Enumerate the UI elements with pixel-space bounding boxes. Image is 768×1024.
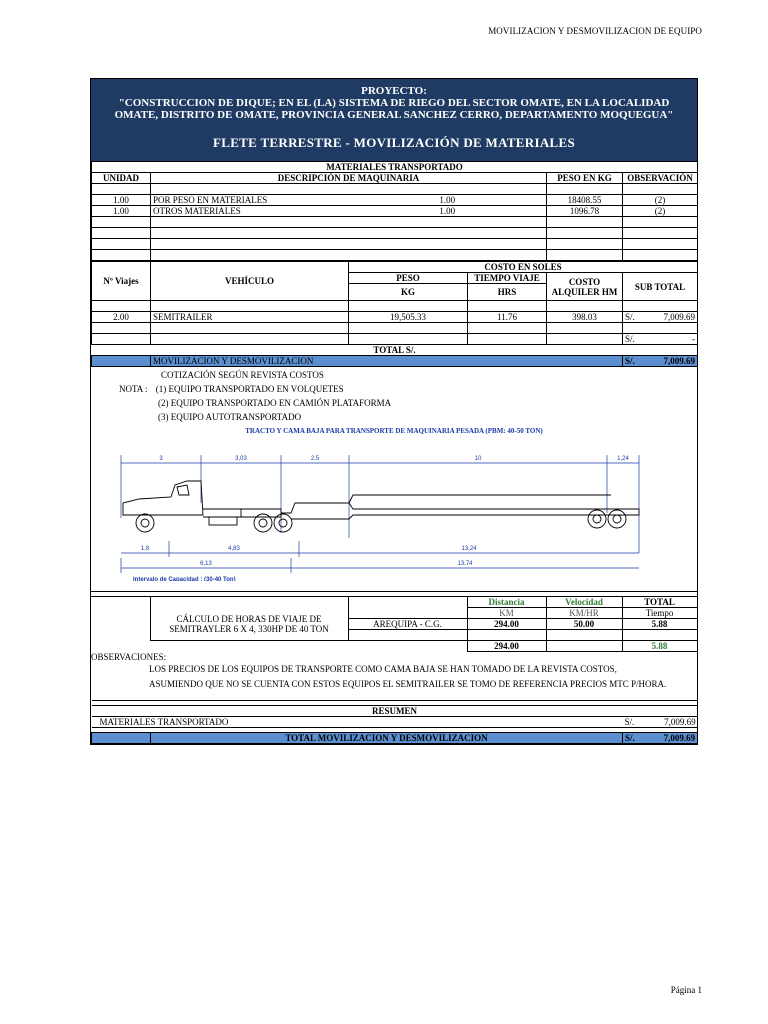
header-descripcion: DESCRIPCIÓN DE MAQUINARIA: [151, 173, 547, 184]
page-footer: Página 1: [670, 985, 702, 995]
sum-distancia: 294.00: [467, 641, 546, 652]
dim-top-5: 1,24: [617, 456, 629, 462]
calc-table: [91, 591, 698, 652]
calc-label: CÁLCULO DE HORAS DE VIAJE DE SEMITRAYLER 6 X 4, 330HP DE 40 TON: [150, 608, 348, 641]
observaciones: [91, 652, 697, 696]
project-label: PROYECTO:: [361, 85, 427, 97]
table-row: 2.00 SEMITRAILER 19,505.33 11.76 398.03 S/. 7,009.69: [92, 312, 698, 323]
dim-top-2: 3,03: [235, 456, 247, 462]
unit-kmhr: KM/HR: [546, 608, 622, 619]
project-name-line2: OMATE, DISTRITO DE OMATE, PROVINCIA GENERAL SANCHEZ CERRO, DEPARTAMENTO MOQUEGUA": [114, 109, 674, 121]
cost-table: Nº Viajes VEHÍCULO COSTO EN SOLES PESO TIEMPO VIAJE COSTO ALQUILER HM SUB TOTAL KG HRS 2.00 SEMITRAILER 19,505.33 11.76 398.03 S/. 7,009.69 S/. - TOTAL S/. MOVILIZACION Y DESMOVILIZACION S/. 7,009.69: [91, 261, 698, 367]
notes-section: [91, 367, 697, 581]
observacion-line-2: ASUMIENDO QUE NO SE CUENTA CON ESTOS EQUIPOS EL SEMITRAILER SE TOMO DE REFERENCIA PRECIOS MTC P/HORA.: [149, 679, 667, 689]
truck-icon: [123, 481, 639, 532]
header-kg: KG: [349, 284, 468, 301]
header-peso: PESO EN KG: [547, 173, 623, 184]
cost-sheet: [90, 78, 698, 745]
resumen-item: MATERIALES TRANSPORTADO: [92, 717, 623, 728]
materials-table: [91, 161, 698, 261]
observaciones-title: OBSERVACIONES:: [91, 652, 167, 662]
table-row: 1.00 POR PESO EN MATERIALES 1.00 18408.55 (2): [92, 195, 698, 206]
header-observacion: OBSERVACIÓN: [623, 173, 698, 184]
sheet-title: FLETE TERRESTRE - MOVILIZACIÓN DE MATERIALES: [213, 135, 575, 150]
route: AREQUIPA - C.G.: [348, 619, 467, 630]
note-2: (2) EQUIPO TRANSPORTADO EN CAMIÓN PLATAFORMA: [158, 398, 392, 408]
diagram-title: TRACTO Y CAMA BAJA PARA TRANSPORTE DE MAQUINARIA PESADA (PBM: 40-50 TON): [245, 427, 543, 435]
unit-km: KM: [467, 608, 546, 619]
note-3: (3) EQUIPO AUTOTRANSPORTADO: [158, 412, 302, 422]
materials-section-title: MATERIALES TRANSPORTADO: [92, 162, 698, 173]
unit-tiempo: Tiempo: [622, 608, 697, 619]
dim-top-1: 3: [159, 456, 163, 462]
dim-top-4: 10: [474, 456, 482, 462]
dim-bottom-3: 13,24: [461, 546, 477, 552]
header-unidad: UNIDAD: [92, 173, 151, 184]
movilizacion-label: MOVILIZACION Y DESMOVILIZACION: [151, 356, 623, 367]
page-header: MOVILIZACION Y DESMOVILIZACION DE EQUIPO: [488, 26, 702, 36]
note-1: (1) EQUIPO TRANSPORTADO EN VOLQUETES: [155, 384, 344, 394]
resumen-title: RESUMEN: [92, 706, 698, 717]
resumen-table: RESUMEN MATERIALES TRANSPORTADO S/. 7,009.69 TOTAL MOVILIZACION Y DESMOVILIZACION S/. 7,009.69: [91, 700, 698, 744]
dim-bottom-5: 13,74: [457, 561, 473, 567]
resumen-total: S/. 7,009.69: [623, 733, 698, 744]
dim-bottom-1: 1,8: [140, 546, 150, 552]
cotizacion-note: COTIZACIÓN SEGÚN REVISTA COSTOS: [161, 370, 324, 380]
header-viajes: Nº Viajes: [92, 262, 151, 301]
nota-label: NOTA :: [119, 384, 148, 394]
project-name-line1: "CONSTRUCCION DE DIQUE; EN EL (LA) SISTEMA DE RIEGO DEL SECTOR OMATE, EN LA LOCALIDAD: [118, 97, 670, 109]
dim-top-3: 2,5: [310, 456, 320, 462]
lowboy-trailer-diagram: [91, 423, 697, 581]
capacity-label: Intervalo de Capacidad : (30-40 Ton): [133, 577, 236, 581]
header-costo-soles: COSTO EN SOLES: [349, 262, 698, 273]
header-velocidad: Velocidad: [546, 597, 622, 608]
header-total: TOTAL: [622, 597, 697, 608]
observacion-line-1: LOS PRECIOS DE LOS EQUIPOS DE TRANSPORTE COMO CAMA BAJA SE HAN TOMADO DE LA REVISTA COSTOS,: [149, 664, 617, 674]
header-tiempo: TIEMPO VIAJE: [468, 273, 547, 284]
header-hrs: HRS: [468, 284, 547, 301]
resumen-total-label: TOTAL MOVILIZACION Y DESMOVILIZACION: [151, 733, 623, 744]
table-row: 1.00 OTROS MATERIALES 1.00 1096.78 (2): [92, 206, 698, 217]
header-costo-alquiler: COSTO ALQUILER HM: [547, 273, 623, 301]
dim-bottom-4: 6,13: [200, 561, 212, 567]
header-subtotal: SUB TOTAL: [623, 273, 698, 301]
header-vehiculo: VEHÍCULO: [151, 262, 349, 301]
dim-bottom-2: 4,83: [228, 546, 240, 552]
movilizacion-total: S/. 7,009.69: [623, 356, 698, 367]
sum-tiempo: 5.88: [622, 641, 697, 652]
total-label: TOTAL S/.: [92, 345, 698, 356]
header-peso-kg: PESO: [349, 273, 468, 284]
project-banner: [91, 79, 697, 161]
truck-diagram: [91, 423, 697, 581]
table-row: AREQUIPA - C.G. 294.00 50.00 5.88: [91, 619, 697, 630]
header-distancia: Distancia: [467, 597, 546, 608]
